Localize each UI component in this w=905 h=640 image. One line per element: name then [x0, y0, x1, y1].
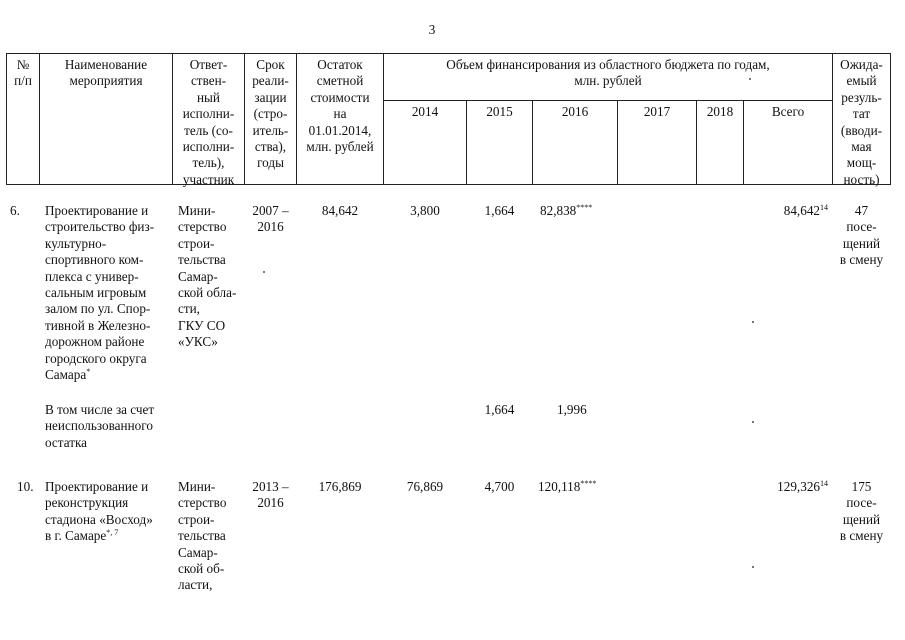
- row-term-line: 2016: [257, 219, 284, 235]
- header-balance-line: млн. рублей: [306, 139, 374, 154]
- row-executor-line: Мини-: [178, 479, 216, 494]
- header-result-line: (вводи-: [840, 122, 883, 138]
- row-executor-line: стерство: [178, 495, 227, 511]
- scan-speck: [752, 421, 754, 423]
- header-term-line: Срок: [256, 57, 285, 72]
- row-result-line: в смену: [839, 252, 884, 268]
- header-executor-line: участник: [182, 171, 235, 187]
- row-executor-line: ской об-: [178, 561, 225, 576]
- row-executor-line: Мини-: [178, 203, 216, 218]
- header-balance-line: Остаток: [317, 57, 363, 72]
- row-executor-line: сти,: [178, 301, 200, 317]
- row-number: 10.: [17, 479, 34, 494]
- row-result-line: посе-: [846, 219, 877, 235]
- row-total-footnote-mark: 14: [820, 203, 828, 212]
- header-executor-line: Ответ-: [189, 57, 228, 72]
- header-name-line: Наименование: [64, 57, 148, 72]
- row-2015: 1,664: [484, 402, 515, 417]
- row-executor-line: «УКС»: [178, 334, 218, 350]
- table-rule: [383, 100, 832, 101]
- row-executor-line: тельства: [178, 528, 226, 544]
- header-executor-line: тель (со-: [184, 122, 233, 138]
- header-balance-line: 01.01.2014,: [308, 122, 372, 138]
- row-result-line: 47: [854, 203, 869, 218]
- header-term-line: итель-: [252, 122, 289, 138]
- header-year: 2018: [706, 104, 734, 119]
- row-name-line: плекса с универ-: [45, 268, 139, 284]
- header-balance-line: сметной: [316, 73, 364, 89]
- row-executor-line: строи-: [178, 511, 215, 527]
- table-rule: [6, 53, 891, 54]
- row-2016: 120,118****: [538, 479, 597, 494]
- row-2016: 82,838****: [540, 203, 593, 218]
- row-name-line: в г. Самаре$^{*, 7}$: [45, 528, 119, 544]
- header-year: Всего: [771, 104, 805, 119]
- row-2016: 1,996: [557, 402, 587, 417]
- row-executor-line: Самар-: [178, 544, 218, 560]
- row-total: 84,642$^{14}$: [783, 203, 828, 218]
- row-result-line: щений: [842, 511, 881, 527]
- row-executor-line: ГКУ СО: [178, 317, 226, 333]
- header-executor-line: ный: [197, 89, 220, 105]
- header-result-line: емый: [846, 73, 877, 89]
- row-name-line: реконструкция: [45, 495, 129, 511]
- row-2016-footnote-mark: ****: [576, 203, 593, 212]
- table-rule: [890, 53, 891, 184]
- row-number: 6.: [10, 203, 20, 218]
- header-executor-line: тель),: [192, 155, 225, 171]
- row-result-line: посе-: [846, 495, 877, 511]
- row-executor-line: стерство: [178, 219, 227, 235]
- header-term-line: годы: [257, 155, 284, 171]
- header-result-line: Ожида-: [840, 57, 883, 72]
- table-rule: [6, 184, 891, 185]
- scan-speck: [263, 271, 265, 273]
- row-balance: 84,642: [321, 203, 359, 218]
- row-name-footnote-mark: *, 7: [106, 528, 119, 538]
- header-result-line: мая: [851, 139, 872, 154]
- header-term-line: ства),: [254, 139, 287, 154]
- row-result-line: щений: [842, 235, 881, 251]
- row-2015: 4,700: [484, 479, 515, 494]
- row-name-line: стадиона «Восход»: [45, 511, 153, 527]
- row-name-line: остатка: [45, 434, 88, 450]
- row-name-line: Самара*: [45, 367, 91, 382]
- row-name-line: дорожном районе: [45, 334, 145, 350]
- header-funding-line: Объем финансирования из областного бюджета по годам,: [446, 57, 770, 72]
- header-result-line: ность): [843, 171, 880, 187]
- row-executor-line: Самар-: [178, 268, 218, 284]
- row-executor-line: тельства: [178, 252, 226, 268]
- row-2014: 76,869: [406, 479, 444, 494]
- row-result-line: в смену: [839, 528, 884, 544]
- header-term-line: реали-: [252, 73, 289, 89]
- row-name-line: культурно-: [45, 235, 107, 251]
- row-name-line: спортивного ком-: [45, 252, 144, 268]
- row-name-line: Проектирование и: [45, 479, 149, 494]
- header-executor-line: ствен-: [190, 73, 227, 89]
- header-executor-line: исполни-: [182, 139, 235, 154]
- row-executor-line: ласти,: [178, 577, 213, 593]
- header-result-line: тат: [852, 106, 871, 122]
- header-year: 2016: [561, 104, 589, 119]
- header-num-line: п/п: [14, 73, 32, 89]
- row-name-line: В том числе за счет: [45, 402, 155, 417]
- header-balance-line: стоимости: [310, 89, 370, 105]
- scan-speck: [752, 321, 754, 323]
- row-term-line: 2016: [257, 495, 284, 511]
- header-term-line: зации: [254, 89, 287, 105]
- row-name-line: тивной в Железно-: [45, 317, 151, 333]
- row-name-line: строительство физ-: [45, 219, 155, 235]
- row-2014: 3,800: [410, 203, 440, 218]
- scan-speck: [749, 78, 751, 80]
- header-year: 2015: [486, 104, 513, 119]
- row-executor-line: ской обла-: [178, 285, 237, 300]
- row-term-line: 2013 –: [252, 479, 289, 494]
- row-name-line: сальным игровым: [45, 285, 147, 300]
- row-name-line: Проектирование и: [45, 203, 149, 218]
- header-result-line: мощ-: [846, 155, 877, 171]
- header-name-line: мероприятия: [69, 73, 143, 89]
- row-term-line: 2007 –: [252, 203, 289, 218]
- row-balance: 176,869: [318, 479, 362, 494]
- header-year: 2014: [411, 104, 439, 119]
- header-funding-line: млн. рублей: [574, 73, 642, 89]
- header-term-line: (стро-: [253, 106, 288, 122]
- row-executor-line: строи-: [178, 235, 215, 251]
- header-year: 2017: [643, 104, 671, 119]
- row-total-footnote-mark: 14: [820, 479, 828, 488]
- row-2015: 1,664: [484, 203, 515, 218]
- row-name-line: залом по ул. Спор-: [45, 301, 151, 317]
- page-number: 3: [428, 22, 436, 37]
- header-result-line: резуль-: [841, 89, 882, 105]
- row-name-line: городского округа: [45, 350, 147, 366]
- row-result-line: 175: [851, 479, 872, 494]
- row-name-footnote-mark: *: [86, 367, 91, 376]
- header-balance-line: на: [333, 106, 347, 122]
- row-2016-footnote-mark: ****: [580, 479, 597, 488]
- header-executor-line: исполни-: [182, 106, 235, 122]
- scan-speck: [752, 566, 754, 568]
- header-num-line: №: [16, 57, 30, 72]
- row-total: 129,326$^{14}$: [777, 479, 828, 494]
- row-name-line: неиспользованного: [45, 418, 153, 434]
